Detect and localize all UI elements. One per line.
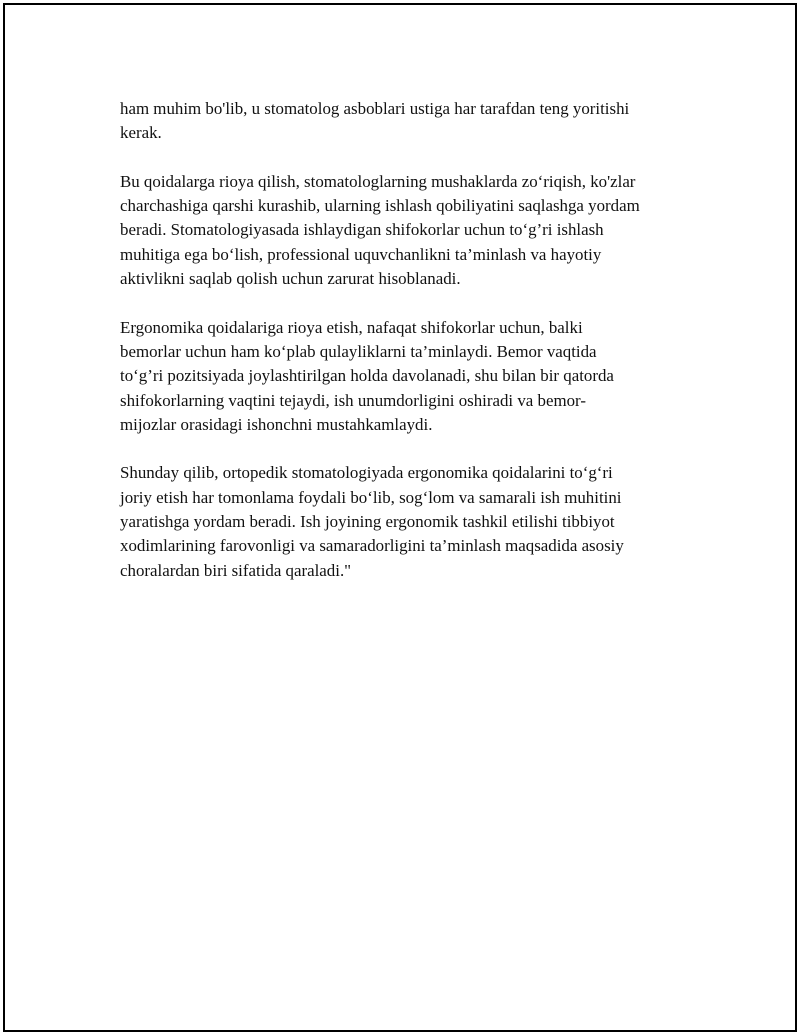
- text-line: bemorlar uchun ham ko‘plab qulayliklarni ta’minlaydi. Bemor vaqtida: [120, 341, 597, 361]
- text-line: muhitiga ega bo‘lish, professional uquvchanlikni ta’minlash va hayotiy: [120, 244, 602, 264]
- text-line: Bu qoidalarga rioya qilish, stomatologlarning mushaklarda zo‘riqish, ko'zlar: [120, 171, 636, 191]
- text-line: mijozlar orasidagi ishonchni mustahkamlaydi.: [120, 414, 433, 434]
- page-frame: [3, 3, 797, 1032]
- paragraph-4: [120, 461, 690, 582]
- paragraph-1: [120, 97, 690, 146]
- text-line: beradi. Stomatologiyasada ishlaydigan shifokorlar uchun to‘g’ri ishlash: [120, 220, 604, 240]
- text-line: Ergonomika qoidalariga rioya etish, nafaqat shifokorlar uchun, balki: [120, 317, 583, 337]
- text-line: shifokorlarning vaqtini tejaydi, ish unumdorligini oshiradi va bemor-: [120, 390, 586, 410]
- text-line: kerak.: [120, 123, 162, 143]
- document-body: [120, 97, 690, 607]
- paragraph-3: [120, 316, 690, 437]
- text-line: choralardan biri sifatida qaraladi.": [120, 560, 352, 580]
- text-line: ham muhim bo'lib, u stomatolog asboblari ustiga har tarafdan teng yoritishi: [120, 99, 630, 118]
- text-line: charchashiga qarshi kurashib, ularning ishlash qobiliyatini saqlashga yordam: [120, 196, 640, 216]
- text-line: xodimlarining farovonligi va samaradorligini ta’minlash maqsadida asosiy: [120, 536, 624, 556]
- text-line: Shunday qilib, ortopedik stomatologiyada ergonomika qoidalarini to‘g‘ri: [120, 463, 613, 483]
- text-line: yaratishga yordam beradi. Ish joyining ergonomik tashkil etilishi tibbiyot: [120, 512, 615, 532]
- paragraph-2: [120, 170, 690, 291]
- text-line: to‘g’ri pozitsiyada joylashtirilgan holda davolanadi, shu bilan bir qatorda: [120, 366, 614, 386]
- text-line: joriy etish har tomonlama foydali bo‘lib, sog‘lom va samarali ish muhitini: [120, 487, 622, 507]
- text-line: aktivlikni saqlab qolish uchun zarurat hisoblanadi.: [120, 269, 461, 289]
